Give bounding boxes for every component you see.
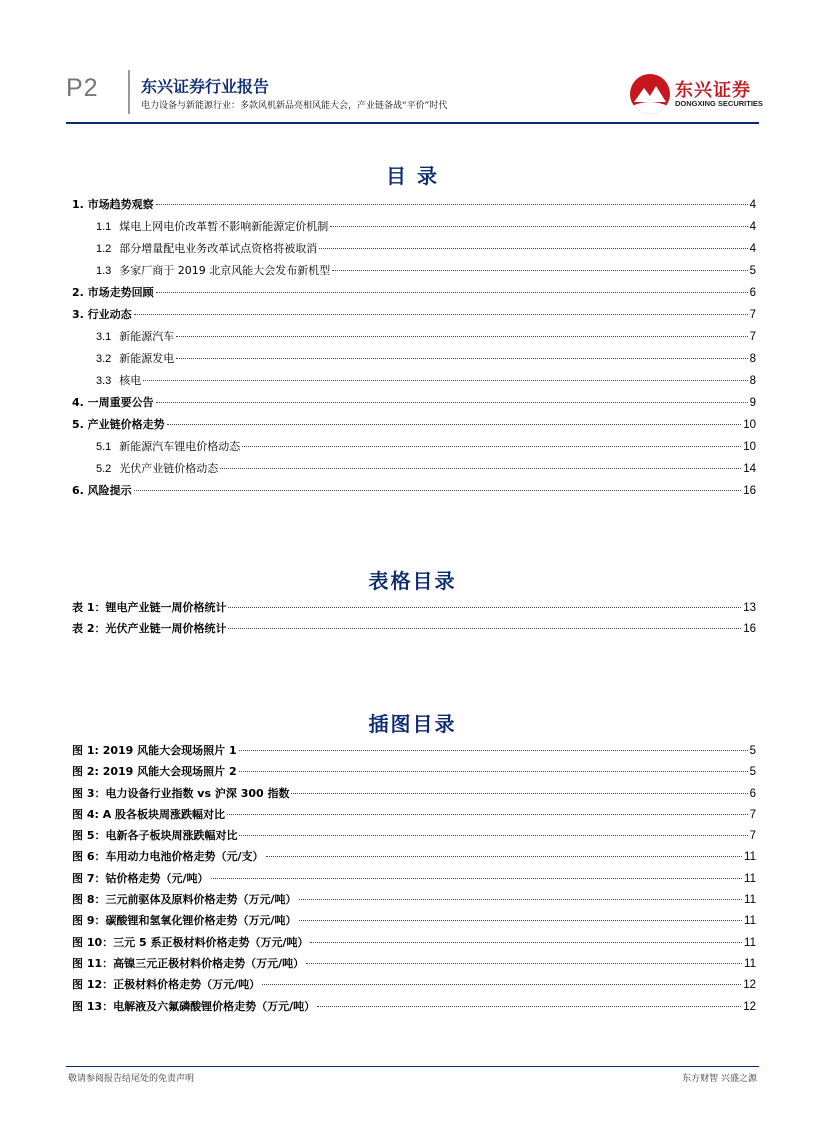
figure-toc-entry[interactable] [72,891,756,912]
toc-entry-label [72,284,154,300]
toc-entry-label [96,460,218,476]
toc-leader-dots [228,607,741,608]
figure-toc-entry[interactable] [72,763,756,784]
figure-toc-entry-label: 图 1: 2019 风能大会现场照片 1 [72,744,237,757]
toc-entry-number: 5.1 [96,441,112,453]
footer-disclaimer: 敬请参阅报告结尾处的免责声明 [68,1074,195,1084]
toc-leader-dots [156,402,748,403]
figure-toc-page-number: 5 [749,745,756,757]
toc-entry[interactable] [72,438,756,460]
toc-entry-number: 5.2 [96,463,112,475]
toc-page-number: 4 [749,199,756,211]
toc-leader-dots [167,424,742,425]
toc-leader-dots [242,446,741,447]
figure-toc-entry[interactable] [72,785,756,806]
toc-entry[interactable] [72,350,756,372]
figure-toc-page-number: 11 [744,957,756,970]
toc-entry[interactable] [72,328,756,350]
figure-toc-entry[interactable] [72,870,756,891]
report-title: 东兴证券行业报告 [141,77,270,96]
toc-entry-text: 3. 行业动态 [72,308,132,321]
toc-entry-text: 部分增量配电业务改革试点资格将被取消 [119,242,318,255]
toc-leader-dots [143,380,747,381]
toc-entry-label [72,196,154,212]
toc-entry-text: 煤电上网电价改革暂不影响新能源定价机制 [119,220,329,233]
figure-toc-list [72,742,756,1019]
toc-leader-dots [239,771,748,772]
figure-toc-entry-label: 图 9：碳酸锂和氢氧化锂价格走势（万元/吨） [72,914,297,928]
toc-entry[interactable] [72,218,756,240]
toc-leader-dots [317,1006,741,1007]
figure-toc-title: 插图目录 [368,712,457,736]
toc-page-number: 9 [749,397,756,409]
table-toc-entry-label: 表 2：光伏产业链一周价格统计 [72,622,227,636]
footer-slogan: 东方财智 兴盛之源 [682,1074,757,1084]
figure-toc-entry-label: 图 11：高镍三元正极材料价格走势（万元/吨） [72,956,305,970]
toc-leader-dots [319,248,747,249]
figure-toc-entry[interactable] [72,827,756,848]
figure-toc-entry[interactable] [72,742,756,763]
toc-leader-dots [266,856,743,857]
figure-toc-entry[interactable] [72,955,756,976]
figure-toc-page-number: 11 [744,894,756,907]
toc-entry-label [96,262,330,278]
toc-entry[interactable] [72,196,756,218]
figure-toc-entry[interactable] [72,806,756,827]
toc-page-number: 8 [749,375,756,387]
toc-leader-dots [156,204,748,205]
header-divider [128,70,130,114]
toc-entry[interactable] [72,372,756,394]
toc-title: 目 录 [386,164,439,188]
logo-text-cn: 东兴证券 [675,80,751,101]
toc-leader-dots [306,963,742,964]
toc-entry[interactable] [72,460,756,482]
toc-entry-number: 3.1 [96,331,112,343]
figure-toc-entry[interactable] [72,912,756,933]
toc-leader-dots [262,984,741,985]
toc-entry-number: 1.1 [96,221,112,233]
toc-entry-label [96,372,141,388]
footer-rule [66,1066,759,1067]
toc-list [72,196,756,504]
toc-leader-dots [299,899,743,900]
figure-toc-page-number: 7 [749,808,756,821]
table-toc-list [72,599,756,642]
toc-entry[interactable] [72,284,756,306]
toc-page-number: 10 [743,419,756,431]
toc-page-number: 8 [749,353,756,365]
figure-toc-entry-label: 图 8：三元前驱体及原料价格走势（万元/吨） [72,893,297,907]
page-number: P2 [66,74,99,102]
toc-page-number: 16 [743,485,756,497]
toc-leader-dots [330,226,747,227]
figure-toc-entry-label: 图 10：三元 5 系正极材料价格走势（万元/吨） [72,935,309,949]
toc-page-number: 4 [749,221,756,233]
figure-toc-entry-label: 图 2: 2019 风能大会现场照片 2 [72,765,237,779]
toc-leader-dots [332,270,747,271]
table-toc-entry[interactable] [72,599,756,620]
toc-entry-text: 6. 风险提示 [72,484,132,497]
table-toc-title: 表格目录 [368,569,457,593]
toc-entry[interactable] [72,240,756,262]
toc-entry-label [96,328,174,344]
table-toc-page-number: 16 [743,623,756,636]
figure-toc-entry-label: 图 12：正极材料价格走势（万元/吨） [72,978,261,992]
toc-leader-dots [220,468,741,469]
figure-toc-page-number: 5 [749,766,756,779]
logo-text-en: DONGXING SECURITIES [675,99,763,108]
toc-entry-text: 多家厂商于 2019 北京风能大会发布新机型 [119,264,331,277]
toc-leader-dots [291,793,747,794]
figure-toc-page-number: 12 [743,979,756,992]
header-rule [66,122,759,124]
figure-toc-entry[interactable] [72,976,756,997]
toc-page-number: 10 [743,441,756,453]
toc-page-number: 4 [749,243,756,255]
figure-toc-entry-label: 图 3：电力设备行业指数 vs 沪深 300 指数 [72,786,290,800]
figure-toc-entry-label: 图 13：电解液及六氟磷酸锂价格走势（万元/吨） [72,999,316,1013]
figure-toc-page-number: 11 [744,915,756,928]
figure-toc-page-number: 6 [749,787,756,800]
toc-entry-text: 5. 产业链价格走势 [72,418,165,431]
toc-entry[interactable] [72,306,756,328]
toc-entry-label [96,438,240,454]
toc-page-number: 14 [743,463,756,475]
toc-leader-dots [239,835,747,836]
toc-entry-number: 1.3 [96,265,112,277]
figure-toc-page-number: 11 [744,872,756,885]
toc-page-number: 7 [749,331,756,343]
figure-toc-entry-label: 图 7：钴价格走势（元/吨） [72,871,209,885]
toc-entry-text: 新能源汽车 [119,330,175,343]
toc-entry-text: 1. 市场趋势观察 [72,198,154,211]
toc-entry-number: 3.3 [96,375,112,387]
table-toc-entry[interactable] [72,620,756,641]
toc-leader-dots [211,878,743,879]
toc-page-number: 6 [749,287,756,299]
toc-entry-label [72,416,165,432]
toc-page-number: 5 [749,265,756,277]
toc-leader-dots [239,750,748,751]
toc-entry-label [72,394,154,410]
toc-entry-label [96,218,328,234]
toc-leader-dots [134,490,742,491]
figure-toc-entry-label: 图 6：车用动力电池价格走势（元/支） [72,850,264,864]
toc-entry[interactable] [72,482,756,504]
toc-leader-dots [299,920,743,921]
figure-toc-entry-label: 图 4: A 股各板块周涨跌幅对比 [72,807,226,821]
toc-entry-label [96,240,317,256]
figure-toc-entry[interactable] [72,934,756,955]
toc-entry-text: 4. 一周重要公告 [72,396,154,409]
toc-page-number: 7 [749,309,756,321]
logo-mark-icon [630,74,670,114]
toc-entry-label [72,306,132,322]
figure-toc-entry[interactable] [72,998,756,1019]
toc-entry-text: 2. 市场走势回顾 [72,286,154,299]
toc-entry-label [72,482,132,498]
toc-entry-label [96,350,174,366]
toc-entry-text: 新能源汽车锂电价格动态 [119,440,241,453]
toc-entry-text: 新能源发电 [119,352,175,365]
toc-leader-dots [176,358,747,359]
figure-toc-entry[interactable] [72,848,756,869]
toc-entry[interactable] [72,262,756,284]
figure-toc-entry-label: 图 5：电新各子板块周涨跌幅对比 [72,829,238,843]
toc-leader-dots [227,814,748,815]
company-logo [630,74,763,114]
figure-toc-page-number: 11 [744,936,756,949]
toc-entry-number: 1.2 [96,243,112,255]
toc-entry[interactable] [72,416,756,438]
table-toc-page-number: 13 [743,602,756,614]
toc-leader-dots [176,336,747,337]
toc-leader-dots [156,292,748,293]
figure-toc-page-number: 11 [744,851,756,864]
toc-leader-dots [228,628,741,629]
toc-entry-text: 核电 [119,374,142,387]
toc-leader-dots [134,314,748,315]
toc-entry-text: 光伏产业链价格动态 [119,462,219,475]
figure-toc-page-number: 12 [743,1000,756,1013]
toc-leader-dots [310,942,742,943]
table-toc-entry-label: 表 1：锂电产业链一周价格统计 [72,601,227,614]
toc-entry[interactable] [72,394,756,416]
report-subtitle: 电力设备与新能源行业：多款风机新品亮相风能大会，产业链备战“平价”时代 [141,101,448,111]
figure-toc-page-number: 7 [749,830,756,843]
toc-entry-number: 3.2 [96,353,112,365]
